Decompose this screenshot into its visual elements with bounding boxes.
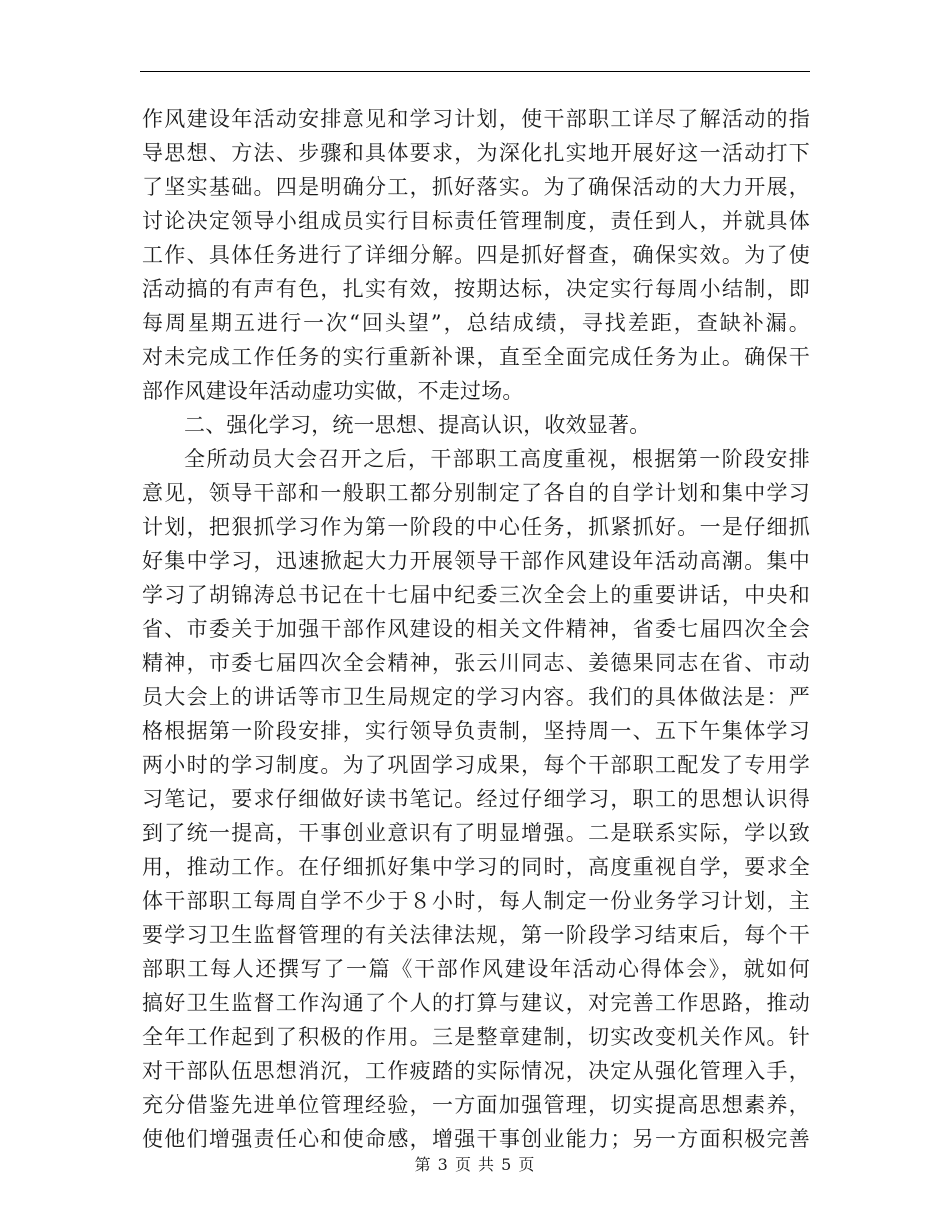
text-line: 讨论决定领导小组成员实行目标责任管理制度，责任到人，并就具体 [142,209,810,233]
text-line: 充分借鉴先进单位管理经验，一方面加强管理，切实提高思想素养， [142,1093,810,1117]
text-line: 员大会上的讲话等市卫生局规定的学习内容。我们的具体做法是：严 [142,685,810,709]
text-line: 工作、具体任务进行了详细分解。四是抓好督查，确保实效。为了使 [142,243,810,267]
text-line: 了坚实基础。四是明确分工，抓好落实。为了确保活动的大力开展， [142,175,810,199]
text-line: 对未完成工作任务的实行重新补课，直至全面完成任务为止。确保干 [142,345,810,369]
text-line: 作风建设年活动安排意见和学习计划，使干部职工详尽了解活动的指 [142,107,810,131]
text-line: 学习了胡锦涛总书记在十七届中纪委三次全会上的重要讲话，中央和 [142,583,810,607]
text-line: 活动搞的有声有色，扎实有效，按期达标，决定实行每周小结制，即 [142,277,810,301]
text-line: 使他们增强责任心和使命感，增强干事创业能力；另一方面积极完善 [142,1127,810,1151]
text-line: 每周星期五进行一次“回头望”，总结成绩，寻找差距，查缺补漏。 [142,311,810,335]
text-line: 全年工作起到了积极的作用。三是整章建制，切实改变机关作风。针 [142,1025,810,1049]
text-line: 好集中学习，迅速掀起大力开展领导干部作风建设年活动高潮。集中 [142,549,810,573]
text-line: 部职工每人还撰写了一篇《干部作风建设年活动心得体会》，就如何 [142,957,810,981]
text-line: 搞好卫生监督工作沟通了个人的打算与建议，对完善工作思路，推动 [142,991,810,1015]
text-line: 对干部队伍思想消沉，工作疲踏的实际情况，决定从强化管理入手， [142,1059,810,1083]
section-heading: 二、强化学习，统一思想、提高认识，收效显著。 [184,413,651,437]
text-line: 省、市委关于加强干部作风建设的相关文件精神，省委七届四次全会 [142,617,810,641]
text-line: 计划，把狠抓学习作为第一阶段的中心任务，抓紧抓好。一是仔细抓 [142,515,810,539]
text-line: 到了统一提高，干事创业意识有了明显增强。二是联系实际，学以致 [142,821,810,845]
text-line: 习笔记，要求仔细做好读书笔记。经过仔细学习，职工的思想认识得 [142,787,810,811]
text-line: 导思想、方法、步骤和具体要求，为深化扎实地开展好这一活动打下 [142,141,810,165]
page-number-footer: 第 3 页 共 5 页 [414,1155,536,1174]
text-line: 意见，领导干部和一般职工都分别制定了各自的自学计划和集中学习 [142,481,810,505]
document-body [142,102,810,1156]
text-line: 全所动员大会召开之后，干部职工高度重视，根据第一阶段安排 [184,447,810,471]
text-line: 用，推动工作。在仔细抓好集中学习的同时，高度重视自学，要求全 [142,855,810,879]
text-line: 格根据第一阶段安排，实行领导负责制，坚持周一、五下午集体学习 [142,719,810,743]
text-line: 体干部职工每周自学不少于８小时，每人制定一份业务学习计划，主 [142,889,810,913]
text-line: 要学习卫生监督管理的有关法律法规，第一阶段学习结束后，每个干 [142,923,810,947]
text-line: 精神，市委七届四次全会精神，张云川同志、姜德果同志在省、市动 [142,651,810,675]
text-line: 两小时的学习制度。为了巩固学习成果，每个干部职工配发了专用学 [142,753,810,777]
text-line: 部作风建设年活动虚功实做，不走过场。 [142,379,524,403]
header-rule [140,71,810,72]
